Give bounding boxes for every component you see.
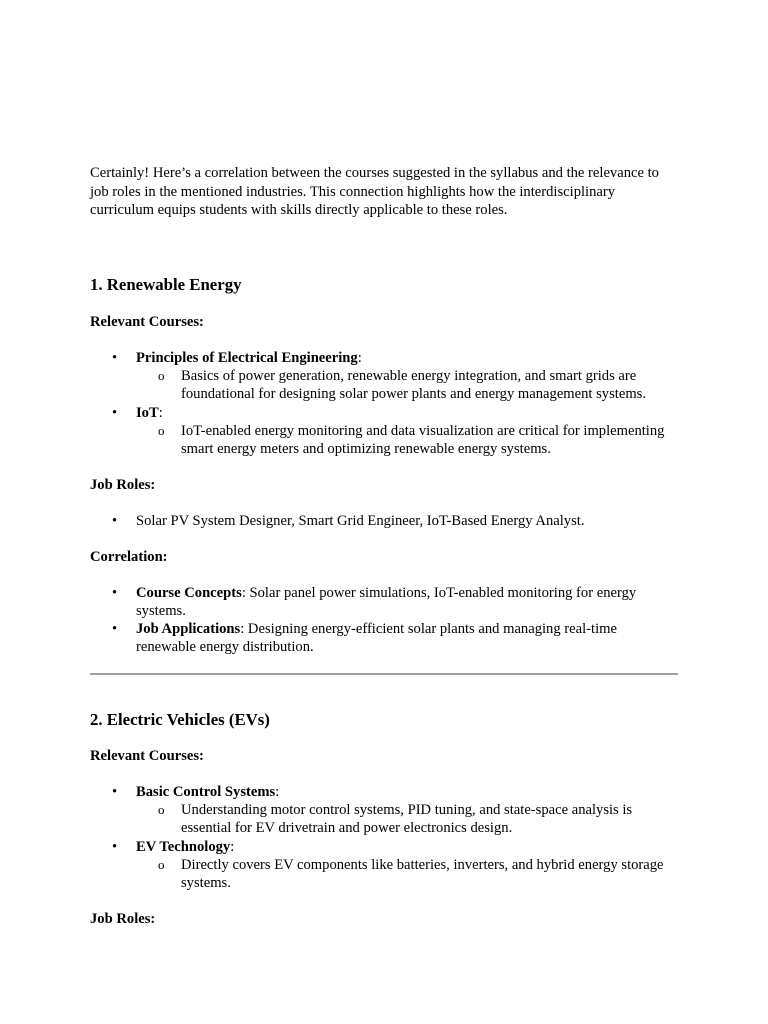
correlation-list — [90, 584, 678, 656]
job-roles-label: Job Roles: — [90, 476, 156, 493]
course-description: Basics of power generation, renewable energy integration, and smart grids are foundational for designing solar power plants and energy management systems. — [181, 367, 646, 402]
bullet-icon: • — [112, 783, 118, 800]
circle-bullet-icon: o — [158, 856, 165, 872]
section-heading-electric-vehicles: 2. Electric Vehicles (EVs) — [90, 709, 270, 729]
sub-list-item — [136, 422, 678, 459]
job-roles-list — [90, 512, 678, 530]
course-description: Directly covers EV components like batteries, inverters, and hybrid energy storage systems. — [181, 856, 664, 891]
bullet-icon: • — [112, 349, 118, 366]
circle-bullet-icon: o — [158, 367, 165, 383]
relevant-courses-label: Relevant Courses: — [90, 313, 204, 330]
correlation-label: Correlation: — [90, 548, 168, 565]
list-item: • Basic Control Systems: o Understanding motor control systems, PID tuning, and state-space analysis is essential for EV drivetrain and power electronics design. — [90, 783, 678, 838]
correlation-title: Job Applications — [136, 620, 241, 637]
sub-list-item — [136, 856, 678, 893]
relevant-courses-label: Relevant Courses: — [90, 747, 204, 764]
list-item: • Principles of Electrical Engineering: o Basics of power generation, renewable energy integration, and smart grids are foundational for designing solar power plants and energy management systems. — [90, 349, 678, 404]
bullet-icon: • — [112, 584, 118, 601]
course-description: Understanding motor control systems, PID tuning, and state-space analysis is essential for EV drivetrain and power electronics design. — [181, 801, 633, 836]
sub-list-item — [136, 801, 678, 838]
course-description: IoT-enabled energy monitoring and data visualization are critical for implementing smart energy meters and optimizing renewable energy systems. — [181, 422, 665, 457]
circle-bullet-icon: o — [158, 801, 165, 817]
intro-paragraph: Certainly! Here’s a correlation between the courses suggested in the syllabus and the relevance to job roles in the mentioned industries. This connection highlights how the interdisciplinary curriculum equips students with skills directly applicable to these roles. — [90, 165, 659, 218]
section-heading-renewable-energy: 1. Renewable Energy — [90, 274, 242, 294]
correlation-text: : Designing energy-efficient solar plants and managing real-time renewable energy distribution. — [136, 620, 617, 655]
bullet-icon: • — [112, 404, 118, 421]
sub-list-item — [136, 367, 678, 404]
sub-list — [136, 422, 678, 459]
correlation-text: : Solar panel power simulations, IoT-enabled monitoring for energy systems. — [136, 584, 637, 619]
list-item — [90, 620, 678, 656]
document-page — [90, 164, 678, 928]
list-item: • IoT: o IoT-enabled energy monitoring and data visualization are critical for implementing smart energy meters and optimizing renewable energy systems. — [90, 404, 678, 459]
sub-list — [136, 367, 678, 404]
circle-bullet-icon: o — [158, 422, 165, 438]
job-roles-text: Solar PV System Designer, Smart Grid Engineer, IoT-Based Energy Analyst. — [136, 512, 585, 529]
bullet-icon: • — [112, 620, 118, 637]
correlation-title: Course Concepts — [136, 584, 242, 601]
course-list — [90, 349, 678, 459]
section-divider — [90, 673, 678, 675]
sub-list — [136, 856, 678, 893]
course-title: Principles of Electrical Engineering — [136, 349, 358, 366]
course-title: EV Technology — [136, 838, 231, 855]
course-list — [90, 783, 678, 893]
list-item — [90, 584, 678, 620]
course-title: Basic Control Systems — [136, 783, 276, 800]
course-title: IoT — [136, 404, 159, 421]
bullet-icon: • — [112, 838, 118, 855]
job-roles-label: Job Roles: — [90, 910, 156, 927]
bullet-icon: • — [112, 512, 118, 529]
list-item — [90, 512, 678, 530]
sub-list — [136, 801, 678, 838]
list-item: • EV Technology: o Directly covers EV components like batteries, inverters, and hybrid energy storage systems. — [90, 838, 678, 893]
